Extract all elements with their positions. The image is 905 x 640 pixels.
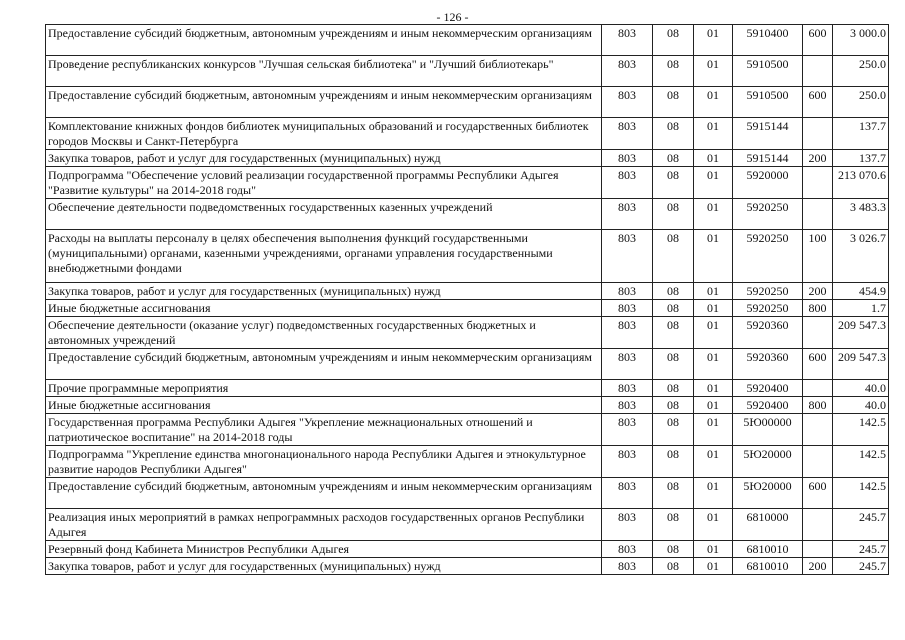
row-code-cell: 803	[602, 199, 653, 230]
row-subsection-cell: 01	[694, 87, 733, 118]
row-subsection-cell: 01	[694, 167, 733, 199]
row-subsection-cell: 01	[694, 558, 733, 575]
row-name-cell: Иные бюджетные ассигнования	[46, 397, 602, 414]
row-amount-cell: 209 547.3	[833, 317, 889, 349]
row-cost-item-cell: 5920000	[733, 167, 803, 199]
row-expense-type-cell	[803, 541, 833, 558]
row-expense-type-cell: 200	[803, 283, 833, 300]
row-section-cell: 08	[653, 541, 694, 558]
row-cost-item-cell: 5910400	[733, 25, 803, 56]
row-name-cell: Предоставление субсидий бюджетным, автономным учреждениям и иным некоммерческим организациям	[46, 87, 602, 118]
table-row	[46, 397, 889, 414]
row-code-cell: 803	[602, 317, 653, 349]
row-amount-cell: 40.0	[833, 397, 889, 414]
row-code-cell: 803	[602, 397, 653, 414]
table-row	[46, 478, 889, 509]
table-row	[46, 87, 889, 118]
table-row	[46, 541, 889, 558]
row-name-cell: Прочие программные мероприятия	[46, 380, 602, 397]
row-code-cell: 803	[602, 509, 653, 541]
table-row	[46, 25, 889, 56]
row-amount-cell: 142.5	[833, 446, 889, 478]
row-amount-cell: 142.5	[833, 414, 889, 446]
row-expense-type-cell: 200	[803, 150, 833, 167]
row-code-cell: 803	[602, 349, 653, 380]
row-amount-cell: 245.7	[833, 558, 889, 575]
row-subsection-cell: 01	[694, 446, 733, 478]
row-expense-type-cell: 600	[803, 349, 833, 380]
row-amount-cell: 454.9	[833, 283, 889, 300]
row-name-cell: Государственная программа Республики Адыгея "Укрепление межнациональных отношений и патриотическое воспитание" на 2014-2018 годы	[46, 414, 602, 446]
row-subsection-cell: 01	[694, 230, 733, 283]
row-name-cell: Иные бюджетные ассигнования	[46, 300, 602, 317]
row-section-cell: 08	[653, 56, 694, 87]
row-name-cell: Проведение республиканских конкурсов "Лучшая сельская библиотека" и "Лучший библиотекарь"	[46, 56, 602, 87]
row-section-cell: 08	[653, 317, 694, 349]
row-section-cell: 08	[653, 509, 694, 541]
row-expense-type-cell	[803, 56, 833, 87]
row-amount-cell: 40.0	[833, 380, 889, 397]
row-cost-item-cell: 5Ю20000	[733, 446, 803, 478]
row-name-cell: Подпрограмма "Укрепление единства многонационального народа Республики Адыгея и этнокультурное развитие народов Республики Адыгея"	[46, 446, 602, 478]
budget-table-body	[46, 25, 889, 575]
row-cost-item-cell: 5920250	[733, 300, 803, 317]
row-subsection-cell: 01	[694, 56, 733, 87]
row-cost-item-cell: 5920250	[733, 283, 803, 300]
table-row	[46, 380, 889, 397]
table-row	[46, 283, 889, 300]
row-subsection-cell: 01	[694, 478, 733, 509]
row-code-cell: 803	[602, 558, 653, 575]
row-code-cell: 803	[602, 478, 653, 509]
row-name-cell: Обеспечение деятельности подведомственных государственных казенных учреждений	[46, 199, 602, 230]
row-section-cell: 08	[653, 446, 694, 478]
row-amount-cell: 250.0	[833, 87, 889, 118]
row-cost-item-cell: 6810000	[733, 509, 803, 541]
row-section-cell: 08	[653, 87, 694, 118]
row-code-cell: 803	[602, 25, 653, 56]
row-name-cell: Закупка товаров, работ и услуг для государственных (муниципальных) нужд	[46, 283, 602, 300]
row-expense-type-cell: 800	[803, 300, 833, 317]
row-subsection-cell: 01	[694, 300, 733, 317]
row-amount-cell: 250.0	[833, 56, 889, 87]
row-section-cell: 08	[653, 414, 694, 446]
row-name-cell: Подпрограмма "Обеспечение условий реализации государственной программы Республики Адыгея "Развитие культуры" на 2014-2018 годы"	[46, 167, 602, 199]
row-section-cell: 08	[653, 283, 694, 300]
row-subsection-cell: 01	[694, 541, 733, 558]
row-code-cell: 803	[602, 414, 653, 446]
row-code-cell: 803	[602, 150, 653, 167]
row-expense-type-cell: 800	[803, 397, 833, 414]
row-name-cell: Расходы на выплаты персоналу в целях обеспечения выполнения функций государственными (муниципальными) органами, казенными учреждениями, органами управления государственными внебюджетными фондами	[46, 230, 602, 283]
row-subsection-cell: 01	[694, 397, 733, 414]
row-expense-type-cell: 100	[803, 230, 833, 283]
row-cost-item-cell: 5910500	[733, 87, 803, 118]
row-name-cell: Резервный фонд Кабинета Министров Республики Адыгея	[46, 541, 602, 558]
row-cost-item-cell: 6810010	[733, 541, 803, 558]
row-cost-item-cell: 5915144	[733, 118, 803, 150]
row-name-cell: Предоставление субсидий бюджетным, автономным учреждениям и иным некоммерческим организациям	[46, 478, 602, 509]
row-amount-cell: 3 026.7	[833, 230, 889, 283]
row-amount-cell: 245.7	[833, 541, 889, 558]
row-section-cell: 08	[653, 199, 694, 230]
row-cost-item-cell: 6810010	[733, 558, 803, 575]
row-section-cell: 08	[653, 558, 694, 575]
row-subsection-cell: 01	[694, 414, 733, 446]
table-row	[46, 558, 889, 575]
row-name-cell: Комплектование книжных фондов библиотек муниципальных образований и государственных библиотек городов Москвы и Санкт-Петербурга	[46, 118, 602, 150]
row-cost-item-cell: 5920360	[733, 349, 803, 380]
row-cost-item-cell: 5910500	[733, 56, 803, 87]
row-expense-type-cell	[803, 380, 833, 397]
table-row	[46, 118, 889, 150]
row-section-cell: 08	[653, 230, 694, 283]
table-row	[46, 56, 889, 87]
row-expense-type-cell	[803, 167, 833, 199]
table-row	[46, 150, 889, 167]
row-code-cell: 803	[602, 300, 653, 317]
row-cost-item-cell: 5915144	[733, 150, 803, 167]
row-section-cell: 08	[653, 478, 694, 509]
table-row	[46, 414, 889, 446]
row-section-cell: 08	[653, 349, 694, 380]
row-section-cell: 08	[653, 380, 694, 397]
row-cost-item-cell: 5920400	[733, 380, 803, 397]
row-cost-item-cell: 5920360	[733, 317, 803, 349]
row-amount-cell: 137.7	[833, 150, 889, 167]
row-name-cell: Обеспечение деятельности (оказание услуг) подведомственных государственных бюджетных и автономных учреждений	[46, 317, 602, 349]
row-amount-cell: 3 000.0	[833, 25, 889, 56]
table-row	[46, 349, 889, 380]
row-section-cell: 08	[653, 118, 694, 150]
row-code-cell: 803	[602, 87, 653, 118]
row-subsection-cell: 01	[694, 150, 733, 167]
row-subsection-cell: 01	[694, 25, 733, 56]
row-section-cell: 08	[653, 25, 694, 56]
row-amount-cell: 213 070.6	[833, 167, 889, 199]
row-amount-cell: 137.7	[833, 118, 889, 150]
row-name-cell: Закупка товаров, работ и услуг для государственных (муниципальных) нужд	[46, 558, 602, 575]
row-subsection-cell: 01	[694, 349, 733, 380]
table-row	[46, 199, 889, 230]
row-subsection-cell: 01	[694, 509, 733, 541]
row-code-cell: 803	[602, 283, 653, 300]
row-subsection-cell: 01	[694, 283, 733, 300]
table-row	[46, 446, 889, 478]
row-expense-type-cell	[803, 317, 833, 349]
row-code-cell: 803	[602, 56, 653, 87]
row-name-cell: Реализация иных мероприятий в рамках непрограммных расходов государственных органов Республики Адыгея	[46, 509, 602, 541]
row-cost-item-cell: 5Ю00000	[733, 414, 803, 446]
row-section-cell: 08	[653, 150, 694, 167]
row-name-cell: Предоставление субсидий бюджетным, автономным учреждениям и иным некоммерческим организациям	[46, 349, 602, 380]
table-row	[46, 509, 889, 541]
table-row	[46, 300, 889, 317]
row-expense-type-cell: 600	[803, 25, 833, 56]
row-amount-cell: 1.7	[833, 300, 889, 317]
row-cost-item-cell: 5Ю20000	[733, 478, 803, 509]
row-expense-type-cell	[803, 118, 833, 150]
row-amount-cell: 3 483.3	[833, 199, 889, 230]
row-code-cell: 803	[602, 380, 653, 397]
row-code-cell: 803	[602, 446, 653, 478]
row-expense-type-cell	[803, 509, 833, 541]
row-amount-cell: 245.7	[833, 509, 889, 541]
table-row	[46, 167, 889, 199]
row-name-cell: Закупка товаров, работ и услуг для государственных (муниципальных) нужд	[46, 150, 602, 167]
row-expense-type-cell: 600	[803, 478, 833, 509]
row-code-cell: 803	[602, 118, 653, 150]
budget-table	[45, 24, 889, 575]
row-code-cell: 803	[602, 230, 653, 283]
row-section-cell: 08	[653, 300, 694, 317]
row-code-cell: 803	[602, 541, 653, 558]
row-cost-item-cell: 5920250	[733, 230, 803, 283]
row-amount-cell: 209 547.3	[833, 349, 889, 380]
row-section-cell: 08	[653, 167, 694, 199]
row-subsection-cell: 01	[694, 118, 733, 150]
row-expense-type-cell	[803, 446, 833, 478]
row-section-cell: 08	[653, 397, 694, 414]
row-expense-type-cell: 600	[803, 87, 833, 118]
row-subsection-cell: 01	[694, 380, 733, 397]
row-subsection-cell: 01	[694, 199, 733, 230]
row-expense-type-cell	[803, 414, 833, 446]
row-expense-type-cell: 200	[803, 558, 833, 575]
row-name-cell: Предоставление субсидий бюджетным, автономным учреждениям и иным некоммерческим организациям	[46, 25, 602, 56]
row-expense-type-cell	[803, 199, 833, 230]
row-cost-item-cell: 5920250	[733, 199, 803, 230]
table-row	[46, 317, 889, 349]
row-cost-item-cell: 5920400	[733, 397, 803, 414]
table-row	[46, 230, 889, 283]
row-subsection-cell: 01	[694, 317, 733, 349]
row-code-cell: 803	[602, 167, 653, 199]
row-amount-cell: 142.5	[833, 478, 889, 509]
page-number: - 126 -	[436, 10, 469, 24]
